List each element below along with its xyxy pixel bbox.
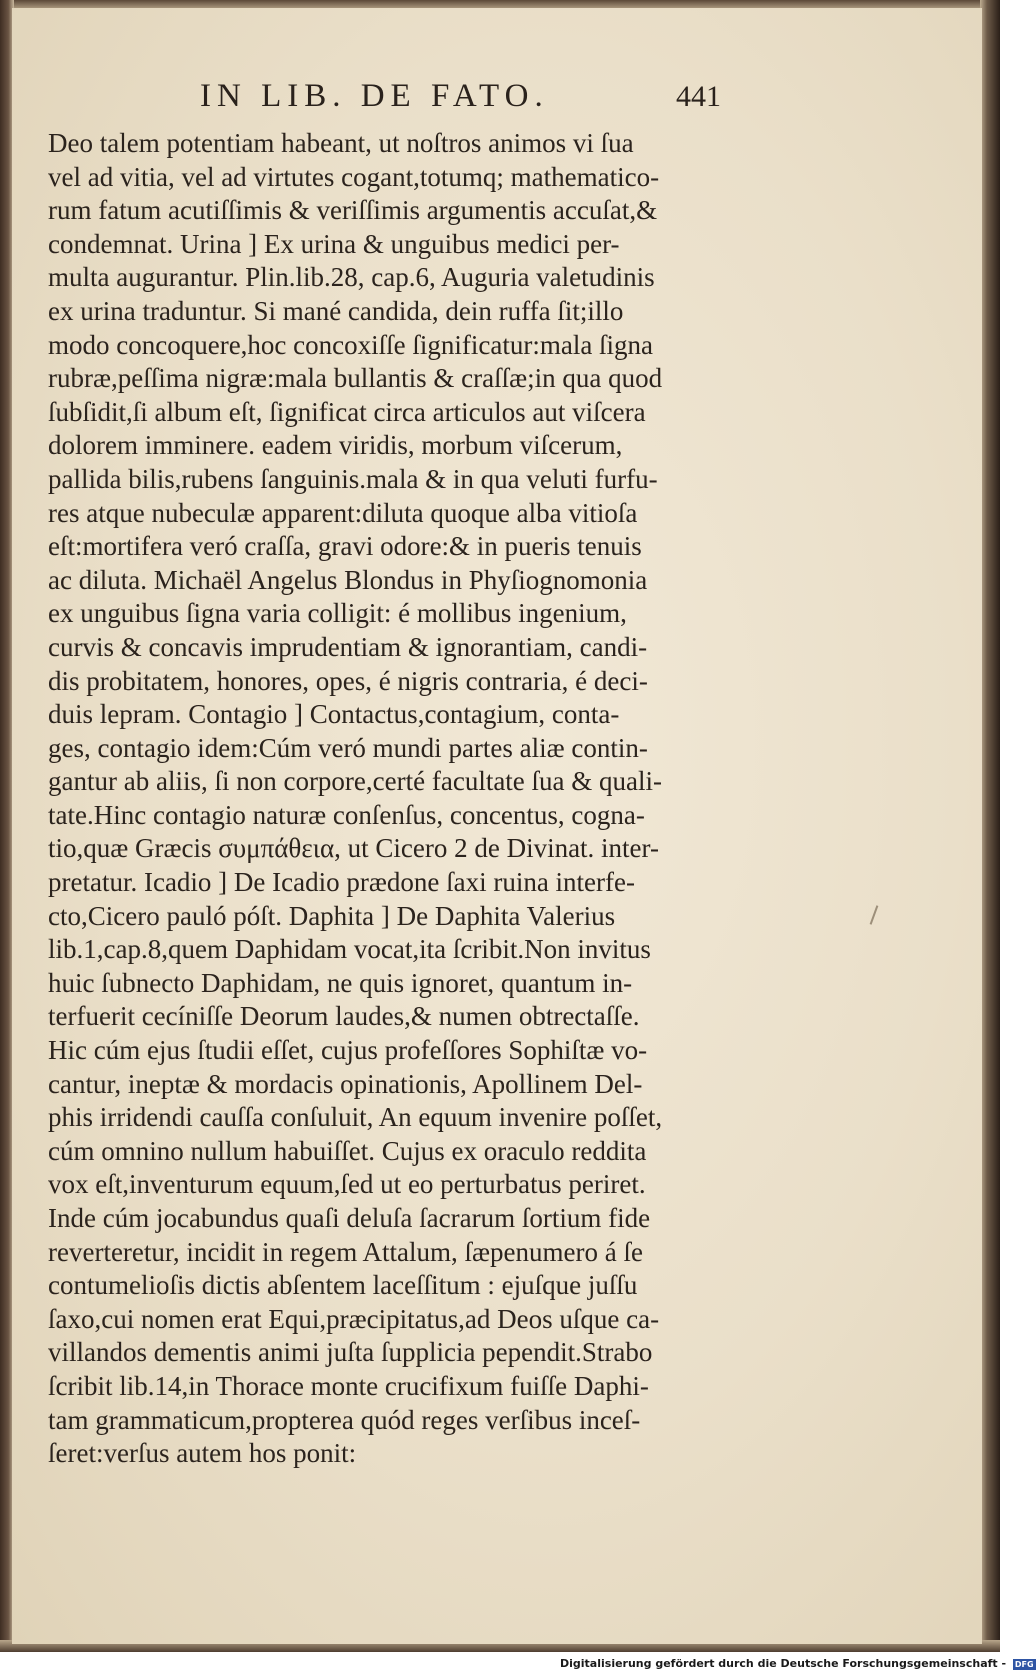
text-line: ac diluta. Michaël Angelus Blondus in Phyſiognomonia [48, 564, 648, 595]
text-line: duis lepram. Contagio ] Contactus,contagium, conta- [48, 699, 620, 730]
text-line: dis probitatem, honores, opes, é nigris contraria, é deci- [48, 665, 648, 696]
text-line: ex urina traduntur. Si mané candida, dein ruffa ſit;illo [48, 295, 624, 326]
text-line: vel ad vitia, vel ad virtutes cogant,totumq; mathematico- [48, 161, 660, 192]
text-line: ſubſidit,ſi album eſt, ſignificat circa articulos aut viſcera [48, 396, 646, 427]
text-line: rubræ,peſſima nigræ:mala bullantis & craſſæ;in qua quod [48, 363, 663, 394]
text-line: Hic cúm ejus ſtudii eſſet, cujus profeſſores Sophiſtæ vo- [48, 1035, 648, 1066]
text-line: dolorem imminere. eadem viridis, morbum viſcerum, [48, 430, 623, 461]
text-line: cúm omnino nullum habuiſſet. Cujus ex oraculo reddita [48, 1135, 647, 1166]
text-line: rum fatum acutiſſimis & veriſſimis argumentis accuſat,& [48, 195, 658, 226]
text-line: condemnat. Urina ] Ex urina & unguibus medici per- [48, 228, 620, 259]
text-line: phis irridendi cauſſa conſuluit, An equum invenire poſſet, [48, 1102, 663, 1133]
text-line: reverteretur, incidit in regem Attalum, ſæpenumero á ſe [48, 1236, 643, 1267]
dfg-logo: DFG [1014, 1659, 1034, 1669]
text-line: lib.1,cap.8,quem Daphidam vocat,ita ſcribit.Non invitus [48, 934, 651, 965]
text-line: cantur, ineptæ & mordacis opinationis, Apollinem Del- [48, 1068, 643, 1099]
digitization-credit [560, 1657, 1034, 1673]
text-line: tam grammaticum,propterea quód reges verſibus inceſ- [48, 1404, 641, 1435]
text-line: modo concoquere,hoc concoxiſſe ſignificatur:mala ſigna [48, 329, 654, 360]
text-line: cto,Cicero pauló póſt. Daphita ] De Daphita Valerius [48, 900, 616, 931]
text-line: tate.Hinc contagio naturæ conſenſus, concentus, cogna- [48, 799, 645, 830]
text-line: tio,quæ Græcis συμπάθεια, ut Cicero 2 de Divinat. inter- [48, 833, 659, 864]
page-number: 441 [676, 80, 721, 113]
text-line: Inde cúm jocabundus quaſi deluſa ſacrarum ſortium fide [48, 1203, 651, 1233]
text-line: ſcribit lib.14,in Thorace monte crucifixum fuiſſe Daphi- [48, 1370, 649, 1401]
text-line: curvis & concavis imprudentiam & ignorantiam, candi- [48, 631, 648, 662]
text-line: contumelioſis dictis abſentem laceſſitum : ejuſque juſſu [48, 1270, 638, 1301]
text-line: eſt:mortifera veró craſſa, gravi odore:& in pueris tenuis [48, 531, 642, 562]
text-line: gantur ab aliis, ſi non corpore,certé facultate ſua & quali- [48, 766, 662, 797]
text-line: huic ſubnecto Daphidam, ne quis ignoret, quantum in- [48, 967, 633, 998]
page-edge-right [980, 0, 1000, 1650]
text-line: pallida bilis,rubens ſanguinis.mala & in qua veluti furfu- [48, 463, 658, 494]
text-line: vox eſt,inventurum equum,ſed ut eo perturbatus periret. [48, 1169, 646, 1200]
digitization-credit-text: Digitalisierung gefördert durch die Deutsche Forschungsgemeinschaft - [560, 1657, 1007, 1670]
text-line: ſeret:verſus autem hos ponit: [48, 1438, 357, 1469]
text-line: terfuerit cecíniſſe Deorum laudes,& numen obtrectaſſe. [48, 1001, 640, 1032]
text-line: pretatur. Icadio ] De Icadio prædone ſaxi ruina interfe- [48, 867, 635, 898]
running-head: IN LIB. DE FATO. [200, 78, 549, 114]
text-line: multa augurantur. Plin.lib.28, cap.6, Auguria valetudinis [48, 262, 655, 293]
text-line: Deo talem potentiam habeant, ut noſtros animos vi ſua [48, 128, 634, 158]
text-line: ex unguibus ſigna varia colligit: é mollibus ingenium, [48, 598, 627, 629]
text-line: villandos dementis animi juſta ſupplicia pependit.Strabo [48, 1337, 653, 1368]
body-text [48, 127, 748, 1471]
text-line: res atque nubeculæ apparent:diluta quoque alba vitioſa [48, 497, 638, 528]
text-line: ſaxo,cui nomen erat Equi,præcipitatus,ad Deos uſque ca- [48, 1303, 660, 1334]
text-line: ges, contagio idem:Cúm veró mundi partes aliæ contin- [48, 732, 648, 763]
